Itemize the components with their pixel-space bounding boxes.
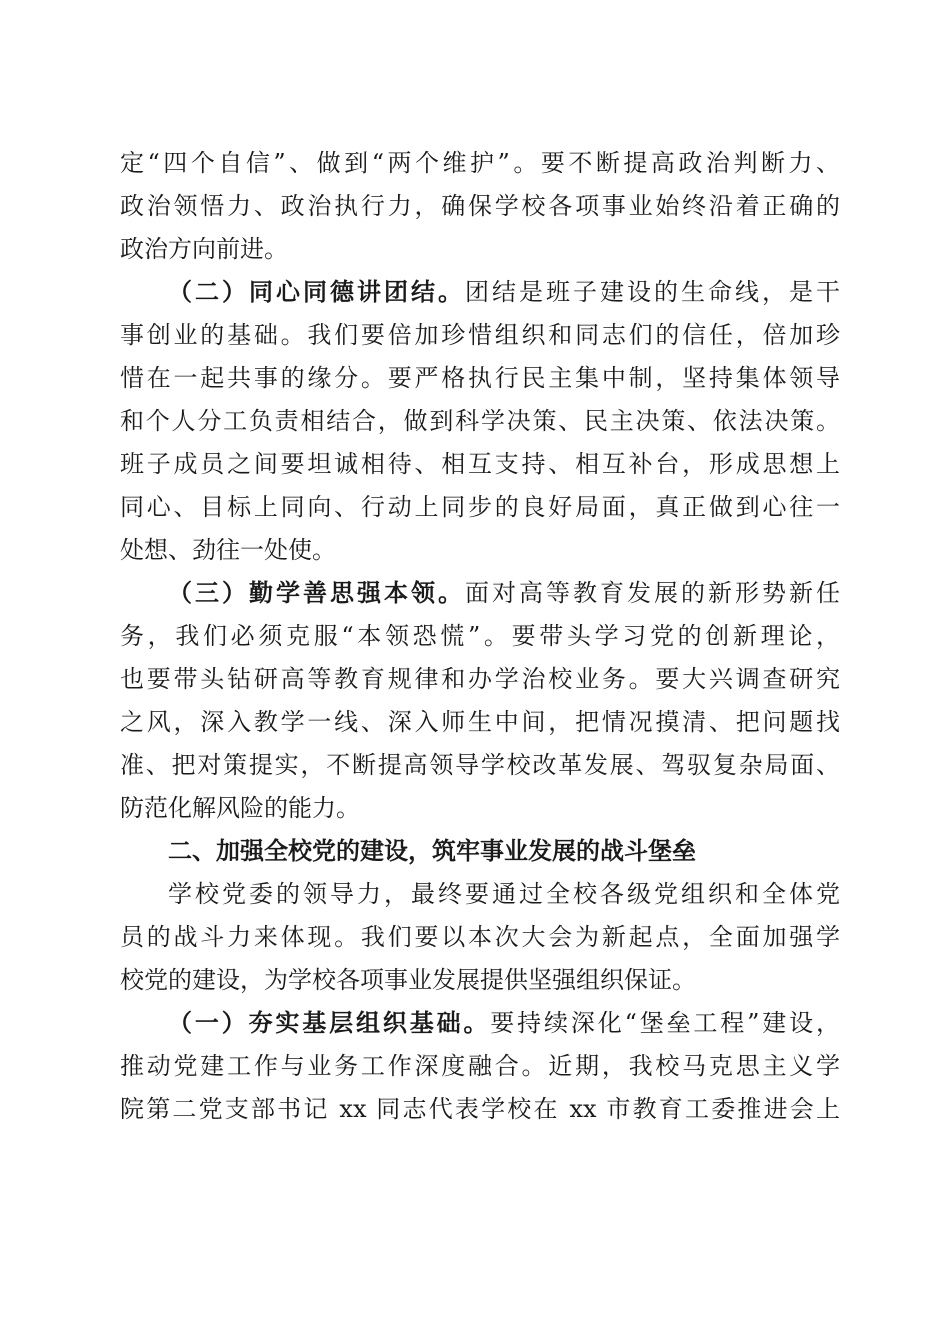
paragraph-line: 同心、目标上同向、行动上同步的良好局面，真正做到心往一 — [120, 493, 840, 521]
item-text: 团结是班子建设的生命线，是干 — [465, 278, 840, 306]
item-title: （三）勤学善思强本领。 — [168, 579, 465, 607]
paragraph-line: 惜在一起共事的缘分。要严格执行民主集中制，坚持集体领导 — [120, 364, 840, 392]
paragraph-line: 院第二党支部书记 xx 同志代表学校在 xx 市教育工委推进会上 — [120, 1095, 840, 1123]
paragraph-line: 防范化解风险的能力。 — [120, 794, 360, 822]
section-heading: 二、加强全校党的建设，筑牢事业发展的战斗堡垒 — [168, 837, 696, 865]
paragraph-line: 定“四个自信”、做到“两个维护”。要不断提高政治判断力、 — [120, 149, 840, 177]
item-title: （一）夯实基层组织基础。 — [168, 1009, 491, 1037]
paragraph-line: 政治方向前进。 — [120, 235, 288, 263]
paragraph-line: 学校党委的领导力，最终要通过全校各级党组织和全体党 — [168, 880, 840, 908]
item-first-line — [168, 272, 840, 312]
paragraph-line: 也要带头钻研高等教育规律和办学治校业务。要大兴调查研究 — [120, 665, 840, 693]
paragraph-line: 推动党建工作与业务工作深度融合。近期，我校马克思主义学 — [120, 1052, 840, 1080]
paragraph-line: 事创业的基础。我们要倍加珍惜组织和同志们的信任，倍加珍 — [120, 321, 840, 349]
item-text: 要持续深化“堡垒工程”建设， — [490, 1009, 840, 1037]
paragraph-line: 之风，深入教学一线、深入师生中间，把情况摸清、把问题找 — [120, 708, 840, 736]
item-first-line — [168, 573, 840, 613]
paragraph-line: 准、把对策提实，不断提高领导学校改革发展、驾驭复杂局面、 — [120, 751, 840, 779]
paragraph-line: 班子成员之间要坦诚相待、相互支持、相互补台，形成思想上 — [120, 450, 840, 478]
paragraph-line: 政治领悟力、政治执行力，确保学校各项事业始终沿着正确的 — [120, 192, 840, 220]
item-first-line — [168, 1003, 840, 1043]
paragraph-line: 员的战斗力来体现。我们要以本次大会为新起点，全面加强学 — [120, 923, 840, 951]
item-text: 面对高等教育发展的新形势新任 — [465, 579, 840, 607]
item-title: （二）同心同德讲团结。 — [168, 278, 465, 306]
paragraph-line: 和个人分工负责相结合，做到科学决策、民主决策、依法决策。 — [120, 407, 840, 435]
paragraph-line: 校党的建设，为学校各项事业发展提供坚强组织保证。 — [120, 966, 696, 994]
paragraph-line: 务，我们必须克服“本领恐慌”。要带头学习党的创新理论， — [120, 622, 840, 650]
paragraph-line: 处想、劲往一处使。 — [120, 536, 336, 564]
